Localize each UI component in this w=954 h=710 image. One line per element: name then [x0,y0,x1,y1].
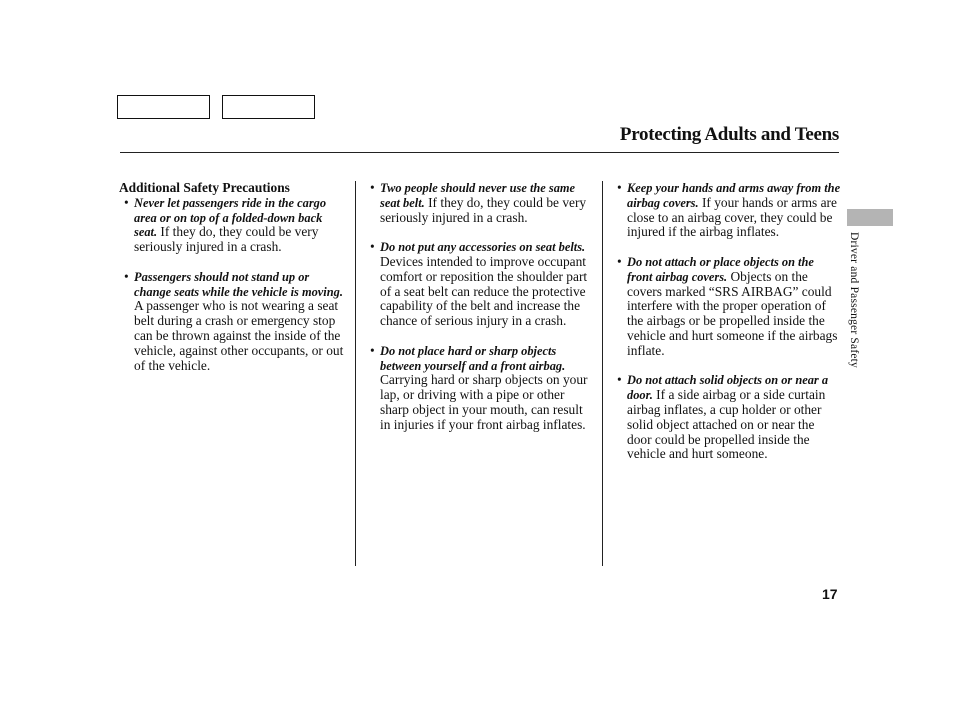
list-item [615,255,841,359]
item-lead: Never let passengers ride in the cargo area or on top of a folded-down back seat. [134,195,327,240]
item-body: Carrying hard or sharp objects on your lap, or driving with a pipe or other sharp object in your mouth, can result in injuries if your front airbag inflates. [380,372,588,432]
list-item [119,196,345,255]
title-divider [120,152,839,153]
section-heading: Additional Safety Precautions [119,180,290,195]
list-item [615,181,841,240]
list-item [615,373,841,462]
column-divider [602,181,603,566]
bullet-icon: • [370,180,375,195]
item-body: A passenger who is not wearing a seat belt during a crash or emergency stop can be thrown against the inside of the vehicle, against other occupants, or out of the vehicle. [134,298,344,373]
item-body: If they do, they could be very seriously injured in a crash. [134,224,319,255]
bullet-icon: • [124,194,129,210]
item-lead: Keep your hands and arms away from the airbag covers. [627,181,841,210]
item-body: Devices intended to improve occupant comfort or reposition the shoulder part of a seat belt can reduce the protective capability of the belt and increase the chance of serious injury in a crash. [380,253,588,329]
bullet-icon: • [617,372,622,388]
column-3 [615,181,841,477]
item-body: If a side airbag or a side curtain airbag inflates, a cup holder or other solid object attached on or near the door could be propelled inside the vehicle and hurt someone. [627,387,826,462]
column-divider [355,181,356,566]
bullet-icon: • [617,180,622,195]
page-number: 17 [822,586,838,602]
bullet-icon: • [124,268,129,284]
list-item [119,270,345,374]
page-title: Protecting Adults and Teens [619,124,839,145]
item-lead: Do not put any accessories on seat belts. [380,240,586,255]
item-lead: Two people should never use the same seat belt. [380,181,576,210]
list-item [368,240,594,329]
next-page-button[interactable] [222,95,315,119]
bullet-icon: • [617,253,622,269]
item-lead: Passengers should not stand up or change seats while the vehicle is moving. [134,269,343,299]
item-body: Objects on the covers marked “SRS AIRBAG” could interfere with the proper operation of the airbags or be propelled inside the vehicle and hurt someone if the airbags inflate. [627,268,838,358]
section-tab[interactable] [847,209,893,226]
column-2 [368,181,594,447]
item-lead: Do not attach or place objects on the front airbag covers. [627,254,814,284]
bullet-icon: • [370,342,375,358]
item-lead: Do not attach solid objects on or near a door. [627,373,829,403]
item-body: If your hands or arms are close to an airbag cover, they could be injured if the airbag inflates. [627,194,837,240]
item-body: If they do, they could be very seriously injured in a crash. [380,194,587,225]
column-1 [119,181,345,388]
list-item [368,344,594,433]
list-item [368,181,594,225]
item-lead: Do not place hard or sharp objects between yourself and a front airbag. [380,343,566,373]
section-tab-label: Driver and Passenger Safety [848,232,860,369]
bullet-icon: • [370,239,375,255]
previous-page-button[interactable] [117,95,210,119]
